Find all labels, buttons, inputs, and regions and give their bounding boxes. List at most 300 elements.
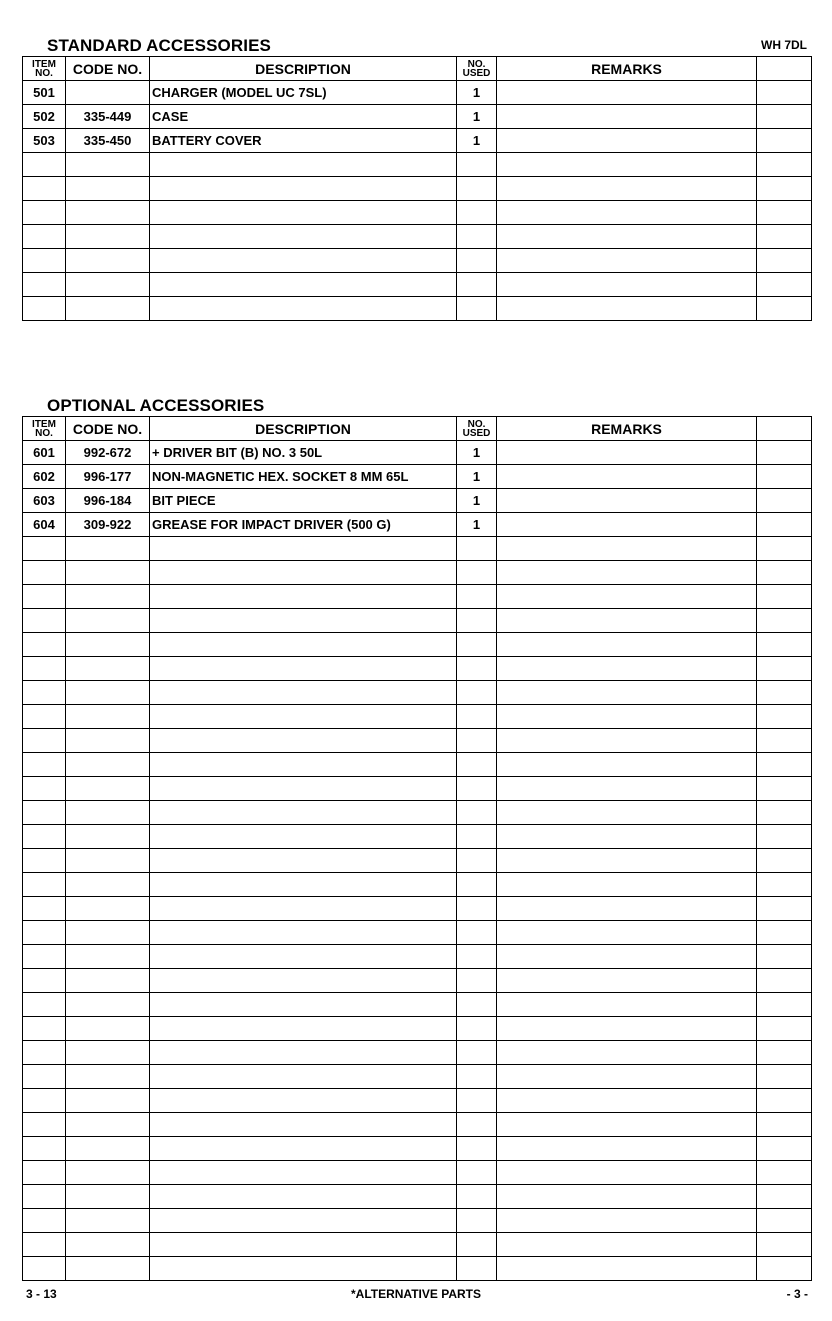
description-cell	[150, 201, 457, 225]
description-cell: GREASE FOR IMPACT DRIVER (500 G)	[150, 513, 457, 537]
table-row	[23, 753, 812, 777]
extra-cell	[757, 1041, 812, 1065]
table-row	[23, 777, 812, 801]
footer-page-ref: 3 - 13	[26, 1287, 57, 1301]
table-row	[23, 201, 812, 225]
code-no-cell	[66, 1257, 150, 1281]
no-used-cell	[457, 849, 497, 873]
extra-cell	[757, 657, 812, 681]
code-no-cell	[66, 801, 150, 825]
item-no-cell	[23, 1137, 66, 1161]
table-row	[23, 1233, 812, 1257]
extra-cell	[757, 81, 812, 105]
description-cell	[150, 705, 457, 729]
no-used-cell	[457, 945, 497, 969]
no-used-cell	[457, 1137, 497, 1161]
description-cell	[150, 1137, 457, 1161]
no-used-cell: 1	[457, 441, 497, 465]
standard-accessories-table	[22, 56, 812, 321]
extra-cell	[757, 1065, 812, 1089]
extra-cell	[757, 225, 812, 249]
description-cell	[150, 993, 457, 1017]
table-row	[23, 945, 812, 969]
table-row	[23, 153, 812, 177]
code-no-cell	[66, 1089, 150, 1113]
remarks-cell	[497, 801, 757, 825]
code-no-cell: 335-449	[66, 105, 150, 129]
code-no-cell	[66, 585, 150, 609]
description-cell	[150, 777, 457, 801]
code-no-cell	[66, 1209, 150, 1233]
description-cell: CASE	[150, 105, 457, 129]
item-no-cell	[23, 681, 66, 705]
no-used-cell	[457, 297, 497, 321]
extra-cell	[757, 513, 812, 537]
table-row	[23, 537, 812, 561]
extra-cell	[757, 801, 812, 825]
item-no-header: ITEM NO.	[23, 417, 66, 441]
item-no-cell	[23, 1065, 66, 1089]
remarks-cell	[497, 1161, 757, 1185]
item-no-cell	[23, 225, 66, 249]
item-no-cell	[23, 177, 66, 201]
table-row	[23, 513, 812, 537]
remarks-cell	[497, 1137, 757, 1161]
remarks-cell	[497, 1017, 757, 1041]
item-no-cell	[23, 945, 66, 969]
remarks-cell	[497, 153, 757, 177]
description-cell	[150, 1089, 457, 1113]
description-cell	[150, 1209, 457, 1233]
remarks-cell	[497, 705, 757, 729]
code-no-cell	[66, 681, 150, 705]
remarks-cell	[497, 969, 757, 993]
table-row	[23, 729, 812, 753]
no-used-cell: 1	[457, 465, 497, 489]
extra-cell	[757, 609, 812, 633]
extra-cell	[757, 585, 812, 609]
remarks-cell	[497, 945, 757, 969]
code-no-cell	[66, 633, 150, 657]
remarks-cell	[497, 1065, 757, 1089]
code-no-cell	[66, 1233, 150, 1257]
no-used-cell	[457, 225, 497, 249]
extra-cell	[757, 945, 812, 969]
remarks-cell	[497, 585, 757, 609]
table-row	[23, 969, 812, 993]
item-no-cell	[23, 969, 66, 993]
remarks-cell	[497, 177, 757, 201]
description-cell	[150, 897, 457, 921]
code-no-cell	[66, 1185, 150, 1209]
code-no-cell	[66, 201, 150, 225]
description-cell	[150, 825, 457, 849]
table-row	[23, 921, 812, 945]
description-cell: NON-MAGNETIC HEX. SOCKET 8 MM 65L	[150, 465, 457, 489]
code-no-cell	[66, 729, 150, 753]
extra-cell	[757, 177, 812, 201]
description-cell	[150, 681, 457, 705]
code-no-cell	[66, 1113, 150, 1137]
description-cell	[150, 585, 457, 609]
no-used-cell	[457, 1233, 497, 1257]
item-no-cell	[23, 993, 66, 1017]
table-row	[23, 465, 812, 489]
table-row	[23, 633, 812, 657]
footer-page-number: - 3 -	[786, 1287, 808, 1301]
code-no-cell	[66, 537, 150, 561]
table-row	[23, 705, 812, 729]
no-used-cell	[457, 801, 497, 825]
item-no-cell	[23, 801, 66, 825]
table-row	[23, 801, 812, 825]
table-row	[23, 993, 812, 1017]
table-row	[23, 1113, 812, 1137]
description-cell	[150, 1065, 457, 1089]
no-used-cell	[457, 681, 497, 705]
description-cell	[150, 153, 457, 177]
item-no-cell: 603	[23, 489, 66, 513]
code-no-header: CODE NO.	[66, 417, 150, 441]
code-no-cell	[66, 993, 150, 1017]
code-no-cell	[66, 897, 150, 921]
extra-cell	[757, 849, 812, 873]
code-no-cell	[66, 945, 150, 969]
no-used-cell	[457, 1185, 497, 1209]
description-cell	[150, 1161, 457, 1185]
remarks-cell	[497, 129, 757, 153]
remarks-cell	[497, 441, 757, 465]
extra-cell	[757, 153, 812, 177]
description-cell	[150, 1113, 457, 1137]
code-no-header: CODE NO.	[66, 57, 150, 81]
table-row	[23, 177, 812, 201]
no-used-cell	[457, 1089, 497, 1113]
remarks-cell	[497, 897, 757, 921]
item-no-cell	[23, 201, 66, 225]
remarks-cell	[497, 513, 757, 537]
optional-table-body	[23, 441, 812, 1281]
description-cell	[150, 1017, 457, 1041]
code-no-cell	[66, 657, 150, 681]
remarks-header: REMARKS	[497, 417, 757, 441]
item-no-cell	[23, 153, 66, 177]
item-no-cell	[23, 561, 66, 585]
item-no-cell	[23, 777, 66, 801]
extra-cell	[757, 993, 812, 1017]
table-row	[23, 825, 812, 849]
description-cell	[150, 945, 457, 969]
table-row	[23, 873, 812, 897]
item-no-cell	[23, 1017, 66, 1041]
extra-cell	[757, 825, 812, 849]
table-row	[23, 81, 812, 105]
no-used-cell: 1	[457, 513, 497, 537]
extra-cell	[757, 633, 812, 657]
code-no-cell: 992-672	[66, 441, 150, 465]
code-no-cell	[66, 1065, 150, 1089]
description-cell	[150, 849, 457, 873]
extra-cell	[757, 921, 812, 945]
no-used-cell	[457, 777, 497, 801]
no-used-cell	[457, 1113, 497, 1137]
table-row	[23, 1017, 812, 1041]
code-no-cell	[66, 249, 150, 273]
code-no-cell: 309-922	[66, 513, 150, 537]
extra-cell	[757, 273, 812, 297]
code-no-cell	[66, 297, 150, 321]
code-no-cell: 996-184	[66, 489, 150, 513]
extra-cell	[757, 441, 812, 465]
description-cell	[150, 1257, 457, 1281]
no-used-cell	[457, 993, 497, 1017]
remarks-cell	[497, 609, 757, 633]
standard-accessories-title: STANDARD ACCESSORIES	[47, 36, 271, 55]
no-used-cell	[457, 825, 497, 849]
description-cell: BIT PIECE	[150, 489, 457, 513]
no-used-cell	[457, 753, 497, 777]
table-header-row	[23, 57, 812, 81]
table-row	[23, 1209, 812, 1233]
table-row	[23, 441, 812, 465]
table-row	[23, 1161, 812, 1185]
item-no-cell	[23, 729, 66, 753]
no-used-cell	[457, 1257, 497, 1281]
code-no-cell	[66, 1017, 150, 1041]
no-used-cell	[457, 537, 497, 561]
no-used-cell	[457, 201, 497, 225]
extra-cell	[757, 489, 812, 513]
item-no-cell	[23, 1161, 66, 1185]
description-cell: CHARGER (MODEL UC 7SL)	[150, 81, 457, 105]
no-used-cell	[457, 897, 497, 921]
extra-header	[757, 417, 812, 441]
extra-cell	[757, 777, 812, 801]
description-header: DESCRIPTION	[150, 417, 457, 441]
description-cell: + DRIVER BIT (B) NO. 3 50L	[150, 441, 457, 465]
table-row	[23, 249, 812, 273]
optional-accessories-table	[22, 416, 812, 1281]
table-row	[23, 489, 812, 513]
optional-accessories-title: OPTIONAL ACCESSORIES	[47, 396, 265, 415]
description-cell	[150, 561, 457, 585]
no-used-header: NO. USED	[457, 57, 497, 81]
description-cell	[150, 1185, 457, 1209]
table-row	[23, 585, 812, 609]
no-used-cell	[457, 705, 497, 729]
remarks-cell	[497, 105, 757, 129]
remarks-cell	[497, 849, 757, 873]
remarks-cell	[497, 489, 757, 513]
description-cell	[150, 921, 457, 945]
model-number: WH 7DL	[761, 38, 807, 52]
item-no-cell	[23, 705, 66, 729]
remarks-cell	[497, 825, 757, 849]
item-no-cell	[23, 849, 66, 873]
no-used-cell	[457, 969, 497, 993]
extra-cell	[757, 753, 812, 777]
no-used-cell: 1	[457, 105, 497, 129]
code-no-cell	[66, 825, 150, 849]
extra-cell	[757, 1185, 812, 1209]
item-no-cell	[23, 1113, 66, 1137]
extra-cell	[757, 729, 812, 753]
no-used-cell	[457, 633, 497, 657]
item-no-cell	[23, 897, 66, 921]
no-used-cell	[457, 729, 497, 753]
extra-cell	[757, 537, 812, 561]
footer-note: *ALTERNATIVE PARTS	[350, 1287, 481, 1301]
no-used-cell	[457, 1065, 497, 1089]
no-used-cell	[457, 1017, 497, 1041]
extra-cell	[757, 297, 812, 321]
remarks-cell	[497, 633, 757, 657]
item-no-cell	[23, 921, 66, 945]
description-cell	[150, 729, 457, 753]
no-used-cell	[457, 921, 497, 945]
remarks-cell	[497, 1209, 757, 1233]
item-no-cell	[23, 1185, 66, 1209]
description-cell	[150, 801, 457, 825]
code-no-cell	[66, 1161, 150, 1185]
code-no-cell	[66, 873, 150, 897]
description-cell	[150, 177, 457, 201]
table-row	[23, 849, 812, 873]
table-row	[23, 1137, 812, 1161]
no-used-cell	[457, 873, 497, 897]
remarks-cell	[497, 657, 757, 681]
extra-cell	[757, 201, 812, 225]
item-no-cell: 502	[23, 105, 66, 129]
remarks-cell	[497, 1113, 757, 1137]
item-no-cell	[23, 657, 66, 681]
remarks-cell	[497, 249, 757, 273]
table-row	[23, 561, 812, 585]
table-row	[23, 1089, 812, 1113]
no-used-header: NO. USED	[457, 417, 497, 441]
code-no-cell	[66, 753, 150, 777]
item-no-cell	[23, 537, 66, 561]
code-no-cell	[66, 849, 150, 873]
description-cell	[150, 633, 457, 657]
description-cell	[150, 249, 457, 273]
remarks-cell	[497, 537, 757, 561]
code-no-cell	[66, 153, 150, 177]
extra-cell	[757, 249, 812, 273]
extra-cell	[757, 1113, 812, 1137]
no-used-cell	[457, 609, 497, 633]
remarks-cell	[497, 753, 757, 777]
code-no-cell	[66, 921, 150, 945]
table-row	[23, 1185, 812, 1209]
description-cell: BATTERY COVER	[150, 129, 457, 153]
table-row	[23, 129, 812, 153]
description-cell	[150, 657, 457, 681]
remarks-cell	[497, 921, 757, 945]
table-row	[23, 273, 812, 297]
extra-cell	[757, 465, 812, 489]
remarks-cell	[497, 777, 757, 801]
description-cell	[150, 1041, 457, 1065]
code-no-cell	[66, 969, 150, 993]
remarks-cell	[497, 1257, 757, 1281]
standard-table-body	[23, 81, 812, 321]
no-used-cell	[457, 585, 497, 609]
remarks-cell	[497, 873, 757, 897]
description-cell	[150, 537, 457, 561]
table-row	[23, 657, 812, 681]
description-cell	[150, 273, 457, 297]
item-no-cell	[23, 585, 66, 609]
item-no-cell	[23, 1041, 66, 1065]
remarks-cell	[497, 1089, 757, 1113]
extra-cell	[757, 561, 812, 585]
table-row	[23, 609, 812, 633]
extra-cell	[757, 1161, 812, 1185]
no-used-cell	[457, 1209, 497, 1233]
item-no-cell	[23, 1233, 66, 1257]
item-no-cell: 503	[23, 129, 66, 153]
no-used-cell	[457, 657, 497, 681]
extra-cell	[757, 1257, 812, 1281]
code-no-cell: 335-450	[66, 129, 150, 153]
table-row	[23, 1041, 812, 1065]
item-no-cell	[23, 753, 66, 777]
item-no-cell: 601	[23, 441, 66, 465]
no-used-cell	[457, 249, 497, 273]
code-no-cell	[66, 225, 150, 249]
remarks-cell	[497, 465, 757, 489]
description-cell	[150, 753, 457, 777]
remarks-cell	[497, 681, 757, 705]
item-no-cell	[23, 609, 66, 633]
remarks-cell	[497, 561, 757, 585]
table-header-row	[23, 417, 812, 441]
item-no-cell	[23, 633, 66, 657]
description-header: DESCRIPTION	[150, 57, 457, 81]
item-no-cell	[23, 873, 66, 897]
extra-cell	[757, 969, 812, 993]
remarks-cell	[497, 1185, 757, 1209]
remarks-cell	[497, 297, 757, 321]
extra-cell	[757, 897, 812, 921]
extra-cell	[757, 681, 812, 705]
remarks-cell	[497, 1041, 757, 1065]
extra-cell	[757, 1017, 812, 1041]
table-row	[23, 681, 812, 705]
description-cell	[150, 969, 457, 993]
extra-cell	[757, 105, 812, 129]
item-no-cell: 602	[23, 465, 66, 489]
item-no-cell	[23, 1209, 66, 1233]
item-no-cell	[23, 825, 66, 849]
extra-header	[757, 57, 812, 81]
extra-cell	[757, 1209, 812, 1233]
remarks-cell	[497, 225, 757, 249]
table-row	[23, 297, 812, 321]
remarks-cell	[497, 273, 757, 297]
code-no-cell	[66, 705, 150, 729]
table-row	[23, 105, 812, 129]
description-cell	[150, 609, 457, 633]
code-no-cell	[66, 177, 150, 201]
code-no-cell	[66, 81, 150, 105]
item-no-cell: 604	[23, 513, 66, 537]
no-used-cell	[457, 1041, 497, 1065]
remarks-cell	[497, 1233, 757, 1257]
extra-cell	[757, 705, 812, 729]
code-no-cell	[66, 609, 150, 633]
